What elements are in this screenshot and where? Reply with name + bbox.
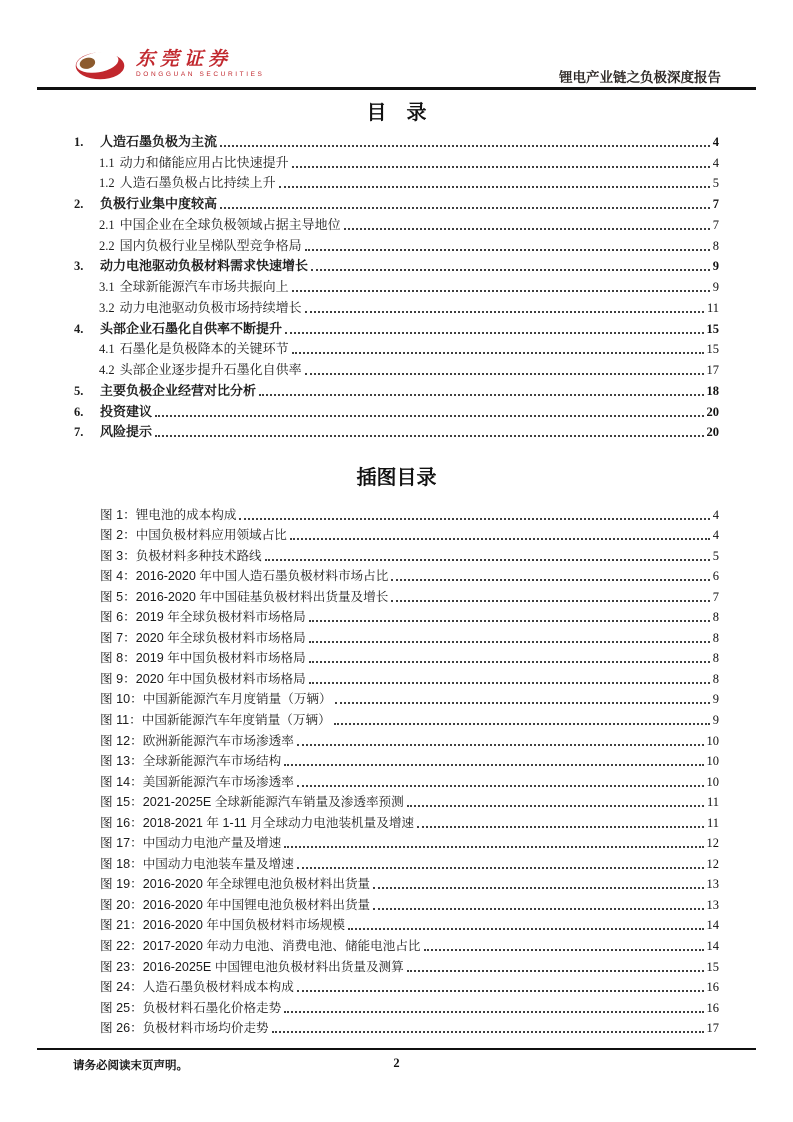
toc-item-number: 5. <box>74 383 84 398</box>
toc-item-label: 全球新能源汽车市场共振向上 <box>119 279 289 294</box>
dot-leader <box>391 600 709 602</box>
toc-list <box>74 129 719 440</box>
figure-item[interactable] <box>100 954 719 975</box>
figure-item-label: 图 21：2016-2020 年中国负极材料市场规模 <box>100 918 345 933</box>
figure-item[interactable] <box>100 543 719 564</box>
figure-item-page: 17 <box>706 1021 719 1036</box>
figure-item[interactable] <box>100 666 719 687</box>
dot-leader <box>220 145 710 147</box>
toc-item-number: 1.2 <box>99 176 115 191</box>
dot-leader <box>373 908 703 910</box>
dot-leader <box>417 826 704 828</box>
toc-item-label: 石墨化是负极降本的关键环节 <box>119 341 289 357</box>
figure-item-label: 图 16：2018-2021 年 1-11 月全球动力电池装机量及增速 <box>100 815 415 830</box>
figure-item-label: 图 26：负极材料市场均价走势 <box>100 1021 269 1036</box>
figure-item[interactable] <box>100 892 719 913</box>
toc-item-number: 1.1 <box>99 155 115 170</box>
figure-item-page: 13 <box>706 897 719 912</box>
figure-item-page: 7 <box>712 589 719 604</box>
toc-item-label: 动力电池驱动负极市场持续增长 <box>119 299 302 315</box>
figure-item[interactable] <box>100 995 719 1016</box>
toc-item-page: 7 <box>712 197 719 211</box>
dot-leader <box>407 970 704 972</box>
dot-leader <box>297 990 704 992</box>
toc-item-number: 6. <box>74 404 84 419</box>
toc-item-page: 17 <box>706 363 719 377</box>
toc-item[interactable] <box>74 254 719 275</box>
dot-leader <box>335 702 710 704</box>
dot-leader <box>220 207 710 209</box>
figure-item[interactable] <box>100 728 719 749</box>
toc-item-number: 4.2 <box>99 363 115 377</box>
toc-item[interactable] <box>74 150 719 171</box>
toc-item-label: 人造石墨负极占比持续上升 <box>119 175 276 191</box>
toc-item-page: 15 <box>706 321 719 336</box>
toc-item-page: 8 <box>712 238 719 253</box>
toc-item-label: 主要负极企业经营对比分析 <box>100 382 257 398</box>
dot-leader <box>292 166 710 168</box>
dot-leader <box>155 435 703 437</box>
logo-swoosh-icon <box>74 47 126 83</box>
figure-item-label: 图 20：2016-2020 年中国锂电池负极材料出货量 <box>100 897 371 912</box>
toc-item[interactable] <box>74 337 719 358</box>
toc-item-label: 头部企业逐步提升石墨化自供率 <box>119 362 302 377</box>
toc-item-page: 4 <box>712 134 719 149</box>
figure-item-label: 图 18：中国动力电池装车量及增速 <box>100 856 294 871</box>
toc-item-page: 9 <box>712 280 719 294</box>
toc-title: 目 录 <box>366 102 427 124</box>
figure-item-label: 图 2：中国负极材料应用领域占比 <box>100 528 287 543</box>
figure-item-page: 4 <box>712 528 719 543</box>
dot-leader <box>407 805 704 807</box>
figure-item-page: 16 <box>706 1000 719 1015</box>
figure-item-page: 8 <box>712 630 719 645</box>
toc-item[interactable] <box>74 233 719 254</box>
figure-item-page: 15 <box>706 959 719 974</box>
figure-item-label: 图 7：2020 年全球负极材料市场格局 <box>100 630 306 645</box>
figure-item-page: 16 <box>706 980 719 995</box>
toc-item[interactable] <box>74 378 719 399</box>
figure-item-page: 8 <box>712 610 719 625</box>
figure-item[interactable] <box>100 810 719 831</box>
toc-item-label: 动力电池驱动负极材料需求快速增长 <box>100 258 309 274</box>
dot-leader <box>284 1011 703 1013</box>
dot-leader <box>348 928 704 930</box>
toc-item-number: 4.1 <box>99 342 115 357</box>
figure-item-label: 图 4：2016-2020 年中国人造石墨负极材料市场占比 <box>100 569 389 584</box>
figure-item[interactable] <box>100 523 719 544</box>
header-divider <box>37 87 756 90</box>
figure-item-label: 图 22：2017-2020 年动力电池、消费电池、储能电池占比 <box>100 939 421 954</box>
dot-leader <box>297 867 704 869</box>
figure-item-page: 11 <box>706 795 719 810</box>
figure-item[interactable] <box>100 851 719 872</box>
figure-item-page: 4 <box>712 507 719 522</box>
figure-item-label: 图 15：2021-2025E 全球新能源汽车销量及渗透率预测 <box>100 795 404 810</box>
dot-leader <box>309 661 710 663</box>
figure-item-page: 10 <box>706 774 719 789</box>
figure-item-label: 图 6：2019 年全球负极材料市场格局 <box>100 610 306 625</box>
toc-item-number: 7. <box>74 425 84 440</box>
toc-item[interactable] <box>74 129 719 150</box>
figure-item[interactable] <box>100 687 719 708</box>
figure-item-page: 8 <box>712 671 719 686</box>
figure-item[interactable] <box>100 872 719 893</box>
figure-item[interactable] <box>100 769 719 790</box>
dot-leader <box>391 579 709 581</box>
figure-item-label: 图 25：负极材料石墨化价格走势 <box>100 1000 282 1015</box>
toc-item[interactable] <box>74 171 719 192</box>
figure-item-page: 12 <box>706 836 719 851</box>
footer-divider <box>37 1048 756 1050</box>
toc-item-page: 20 <box>706 425 719 440</box>
toc-item[interactable] <box>74 420 719 441</box>
toc-item-page: 11 <box>706 300 719 315</box>
figure-item[interactable] <box>100 564 719 585</box>
figure-item-label: 图 10：中国新能源汽车月度销量（万辆） <box>100 692 332 707</box>
dot-leader <box>305 311 704 313</box>
figure-item[interactable] <box>100 1016 719 1037</box>
figure-item[interactable] <box>100 605 719 626</box>
figure-item-page: 14 <box>706 939 719 954</box>
brand-name-en: DONGGUAN SECURITIES <box>136 71 265 78</box>
dot-leader <box>279 186 710 188</box>
figure-item[interactable] <box>100 646 719 667</box>
brand-name-cn: 东莞证券 <box>136 49 233 70</box>
toc-item-number: 2. <box>74 197 84 211</box>
figure-item-label: 图 13：全球新能源汽车市场结构 <box>100 754 282 769</box>
dot-leader <box>297 744 704 746</box>
dot-leader <box>290 538 710 540</box>
figure-item-label: 图 17：中国动力电池产量及增速 <box>100 836 282 851</box>
figure-item-label: 图 8：2019 年中国负极材料市场格局 <box>100 651 306 666</box>
toc-item-label: 动力和储能应用占比快速提升 <box>119 154 289 170</box>
dot-leader <box>373 887 703 889</box>
figure-item-page: 10 <box>706 733 719 748</box>
company-logo <box>74 47 265 83</box>
figure-item-label: 图 14：美国新能源汽车市场渗透率 <box>100 774 294 789</box>
dot-leader <box>334 723 710 725</box>
toc-item[interactable] <box>74 295 719 316</box>
toc-item-page: 7 <box>712 217 719 232</box>
dot-leader <box>272 1031 704 1033</box>
figures-title: 插图目录 <box>356 467 437 489</box>
toc-item-label: 中国企业在全球负极领域占据主导地位 <box>119 216 341 232</box>
toc-item-number: 2.2 <box>99 238 115 253</box>
figure-item[interactable] <box>100 502 719 523</box>
toc-item-number: 4. <box>74 321 84 336</box>
figure-item-page: 5 <box>712 548 719 563</box>
toc-item-label: 国内负极行业呈梯队型竞争格局 <box>119 237 302 253</box>
figure-item-label: 图 12：欧洲新能源汽车市场渗透率 <box>100 733 294 748</box>
figure-item[interactable] <box>100 790 719 811</box>
toc-item[interactable] <box>74 357 719 378</box>
figure-item-label: 图 1：锂电池的成本构成 <box>100 507 237 522</box>
toc-item[interactable] <box>74 316 719 337</box>
figure-item[interactable] <box>100 625 719 646</box>
figure-item-label: 图 5：2016-2020 年中国硅基负极材料出货量及增长 <box>100 589 389 604</box>
toc-item-page: 4 <box>712 155 719 170</box>
figure-item-label: 图 11：中国新能源汽车年度销量（万辆） <box>100 713 331 728</box>
figure-item-page: 9 <box>712 692 719 707</box>
dot-leader <box>239 518 709 520</box>
toc-item-label: 头部企业石墨化自供率不断提升 <box>100 320 283 336</box>
page-number: 2 <box>393 1056 400 1070</box>
figure-item-label: 图 9：2020 年中国负极材料市场格局 <box>100 671 306 686</box>
figure-item-label: 图 19：2016-2020 年全球锂电池负极材料出货量 <box>100 877 371 892</box>
figure-item-page: 12 <box>706 856 719 871</box>
toc-item-number: 3.2 <box>99 300 115 315</box>
toc-item[interactable] <box>74 399 719 420</box>
toc-item-page: 15 <box>706 342 719 357</box>
toc-item-number: 3. <box>74 259 84 274</box>
dot-leader <box>305 249 710 251</box>
dot-leader <box>305 373 704 375</box>
figure-item-page: 8 <box>712 651 719 666</box>
toc-item-label: 风险提示 <box>100 424 153 440</box>
footer-disclaimer: 请务必阅读末页声明。 <box>73 1060 188 1072</box>
dot-leader <box>285 332 703 334</box>
dot-leader <box>344 228 710 230</box>
dot-leader <box>424 949 704 951</box>
brand-text <box>136 50 265 79</box>
figure-item[interactable] <box>100 933 719 954</box>
toc-item-label: 人造石墨负极为主流 <box>100 133 218 149</box>
figure-item-page: 9 <box>712 713 719 728</box>
dot-leader <box>309 620 710 622</box>
figure-item[interactable] <box>100 831 719 852</box>
figure-item[interactable] <box>100 584 719 605</box>
toc-item[interactable] <box>74 191 719 212</box>
dot-leader <box>259 394 703 396</box>
figure-item-page: 14 <box>706 918 719 933</box>
toc-item-number: 2.1 <box>99 217 115 232</box>
dot-leader <box>292 352 704 354</box>
figure-item-label: 图 24：人造石墨负极材料成本构成 <box>100 980 294 995</box>
report-title: 锂电产业链之负极深度报告 <box>559 70 721 85</box>
toc-item-number: 1. <box>74 134 84 149</box>
figure-item-page: 11 <box>706 815 719 830</box>
figure-item-page: 10 <box>706 754 719 769</box>
dot-leader <box>292 290 710 292</box>
figure-item-label: 图 3：负极材料多种技术路线 <box>100 548 262 563</box>
figures-list <box>100 502 719 1036</box>
toc-item-label: 负极行业集中度较高 <box>100 196 218 211</box>
figure-item[interactable] <box>100 975 719 996</box>
toc-item-page: 18 <box>706 383 719 398</box>
toc-item-number: 3.1 <box>99 280 115 294</box>
dot-leader <box>265 559 710 561</box>
toc-item-label: 投资建议 <box>100 403 153 419</box>
dot-leader <box>284 846 703 848</box>
toc-item-page: 5 <box>712 176 719 191</box>
toc-item-page: 9 <box>712 259 719 274</box>
toc-item[interactable] <box>74 212 719 233</box>
dot-leader <box>155 415 703 417</box>
dot-leader <box>297 785 704 787</box>
toc-item[interactable] <box>74 274 719 295</box>
figure-item[interactable] <box>100 749 719 770</box>
figure-item[interactable] <box>100 913 719 934</box>
figure-item[interactable] <box>100 707 719 728</box>
toc-item-page: 20 <box>706 404 719 419</box>
dot-leader <box>284 764 703 766</box>
figure-item-label: 图 23：2016-2025E 中国锂电池负极材料出货量及测算 <box>100 959 404 974</box>
dot-leader <box>309 682 710 684</box>
dot-leader <box>311 269 710 271</box>
figure-item-page: 13 <box>706 877 719 892</box>
dot-leader <box>309 641 710 643</box>
figure-item-page: 6 <box>712 569 719 584</box>
